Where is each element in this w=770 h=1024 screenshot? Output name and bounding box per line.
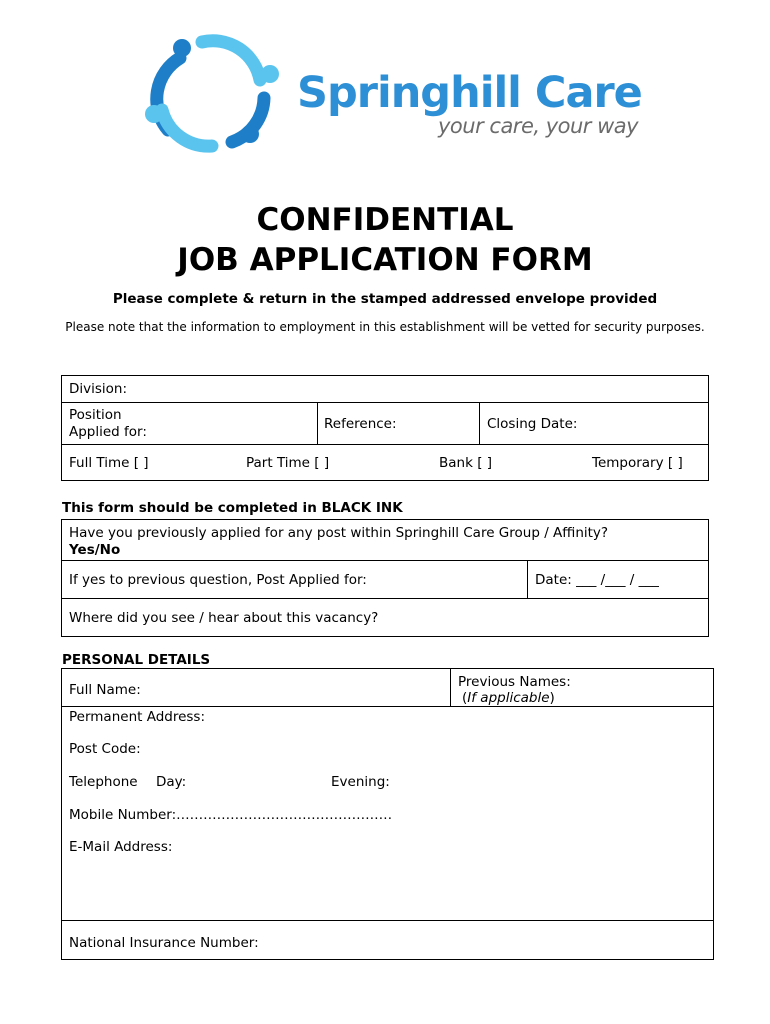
telephone-day-field[interactable]: Day:: [156, 774, 187, 790]
subtitle-return-instructions: Please complete & return in the stamped addressed envelope provided: [112, 291, 658, 307]
email-address-field[interactable]: E-Mail Address:: [69, 839, 173, 855]
previous-names-field[interactable]: Previous Names:: [458, 674, 571, 690]
divider: [62, 920, 713, 921]
divider: [450, 669, 451, 706]
part-time-checkbox[interactable]: Part Time [ ]: [246, 455, 330, 471]
divider: [527, 560, 528, 598]
brand-name: Springhill Care: [297, 68, 642, 118]
closing-date-field[interactable]: Closing Date:: [487, 416, 578, 432]
vacancy-source-field[interactable]: Where did you see / hear about this vacancy?: [69, 610, 379, 626]
divider: [62, 560, 708, 561]
if-applicable-note: (If applicable): [462, 690, 555, 706]
division-field[interactable]: Division:: [69, 381, 128, 397]
divider: [62, 706, 713, 707]
security-vetting-note: Please note that the information to employment in this establishment will be vetted for security purposes.: [65, 320, 705, 334]
permanent-address-field[interactable]: Permanent Address:: [69, 709, 206, 725]
post-applied-for-field[interactable]: If yes to previous question, Post Applied for:: [69, 572, 367, 588]
yes-no-option[interactable]: Yes/No: [69, 542, 121, 558]
title-job-application-form: JOB APPLICATION FORM: [177, 242, 593, 278]
post-code-field[interactable]: Post Code:: [69, 741, 141, 757]
temporary-checkbox[interactable]: Temporary [ ]: [592, 455, 683, 471]
position-label-line1: Position: [69, 407, 122, 423]
black-ink-heading: This form should be completed in BLACK INK: [62, 500, 403, 516]
divider: [317, 402, 318, 444]
reference-field[interactable]: Reference:: [324, 416, 397, 432]
divider: [479, 402, 480, 444]
divider: [62, 444, 708, 445]
springhill-care-logo-icon: [140, 30, 290, 160]
full-name-field[interactable]: Full Name:: [69, 682, 141, 698]
full-time-checkbox[interactable]: Full Time [ ]: [69, 455, 149, 471]
previous-date-field[interactable]: Date: ___ /___ / ___: [535, 572, 659, 588]
title-confidential: CONFIDENTIAL: [256, 202, 514, 238]
mobile-number-field[interactable]: Mobile Number:…………………………………………: [69, 807, 393, 823]
previous-applied-question: Have you previously applied for any post within Springhill Care Group / Affinity?: [69, 525, 609, 541]
position-applied-for-field[interactable]: Applied for:: [69, 424, 147, 440]
telephone-evening-field[interactable]: Evening:: [331, 774, 390, 790]
personal-details-heading: PERSONAL DETAILS: [62, 652, 211, 668]
divider: [62, 598, 708, 599]
divider: [62, 402, 708, 403]
national-insurance-field[interactable]: National Insurance Number:: [69, 935, 259, 951]
bank-checkbox[interactable]: Bank [ ]: [439, 455, 493, 471]
brand-tagline: your care, your way: [438, 114, 639, 138]
telephone-label: Telephone: [69, 774, 138, 790]
